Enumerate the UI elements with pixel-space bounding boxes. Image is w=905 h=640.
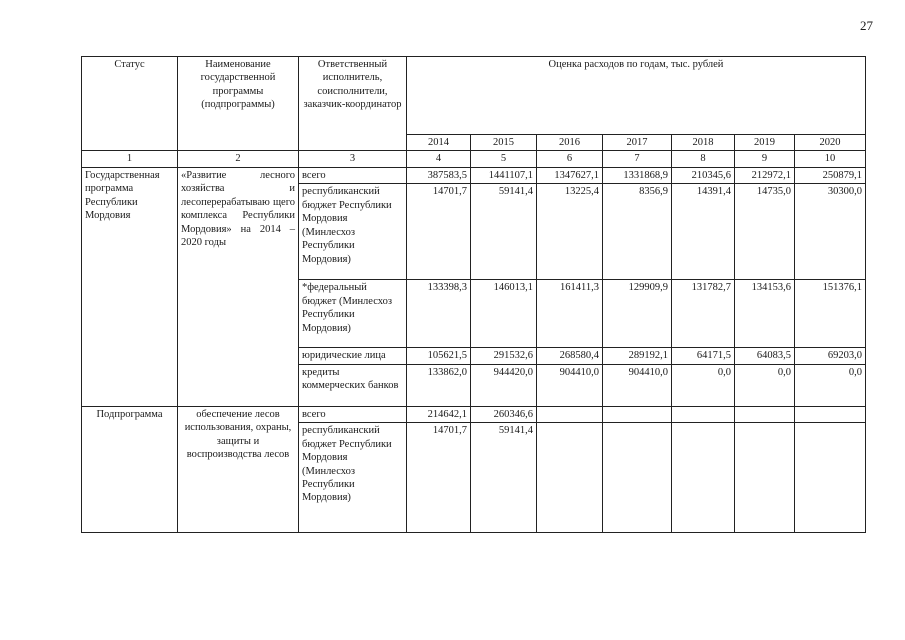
year-cell: 2014	[407, 135, 471, 151]
value-cell: 904410,0	[603, 364, 672, 406]
value-cell: 14701,7	[407, 184, 471, 280]
value-cell: 289192,1	[603, 348, 672, 364]
column-number: 5	[471, 151, 537, 167]
value-cell: 131782,7	[672, 280, 735, 348]
status-cell: Государственная программа Республики Мордовия	[82, 167, 178, 406]
value-cell: 59141,4	[471, 184, 537, 280]
column-number: 3	[299, 151, 407, 167]
value-cell: 151376,1	[795, 280, 866, 348]
value-cell: 64083,5	[735, 348, 795, 364]
value-cell: 129909,9	[603, 280, 672, 348]
value-cell	[735, 423, 795, 533]
year-cell: 2020	[795, 135, 866, 151]
table-row	[82, 167, 866, 183]
column-number: 9	[735, 151, 795, 167]
table-row	[82, 406, 866, 422]
value-cell: 1331868,9	[603, 167, 672, 183]
value-cell: 944420,0	[471, 364, 537, 406]
column-number: 7	[603, 151, 672, 167]
value-cell: 268580,4	[537, 348, 603, 364]
value-cell	[537, 406, 603, 422]
column-number: 1	[82, 151, 178, 167]
header-executor: Ответственный исполнитель, соисполнители, заказчик-координатор	[299, 57, 407, 151]
source-cell: республиканский бюджет Республики Мордовия (Минлесхоз Республики Мордовия)	[299, 184, 407, 280]
value-cell: 69203,0	[795, 348, 866, 364]
value-cell: 14391,4	[672, 184, 735, 280]
column-number: 6	[537, 151, 603, 167]
header-status: Статус	[82, 57, 178, 151]
source-cell: кредиты коммерческих банков	[299, 364, 407, 406]
page-number: 27	[860, 18, 873, 33]
value-cell: 0,0	[735, 364, 795, 406]
value-cell	[795, 406, 866, 422]
year-cell: 2019	[735, 135, 795, 151]
column-number: 10	[795, 151, 866, 167]
year-cell: 2015	[471, 135, 537, 151]
value-cell: 14735,0	[735, 184, 795, 280]
source-cell: республиканский бюджет Республики Мордовия (Минлесхоз Республики Мордовия)	[299, 423, 407, 533]
status-cell: Подпрограмма	[82, 406, 178, 532]
value-cell: 210345,6	[672, 167, 735, 183]
value-cell: 387583,5	[407, 167, 471, 183]
value-cell	[603, 406, 672, 422]
budget-table	[81, 56, 866, 533]
value-cell: 105621,5	[407, 348, 471, 364]
value-cell: 250879,1	[795, 167, 866, 183]
source-cell: всего	[299, 167, 407, 183]
column-numbers-row	[82, 151, 866, 167]
year-cell: 2016	[537, 135, 603, 151]
value-cell	[672, 423, 735, 533]
value-cell	[603, 423, 672, 533]
value-cell: 0,0	[672, 364, 735, 406]
value-cell: 59141,4	[471, 423, 537, 533]
value-cell: 8356,9	[603, 184, 672, 280]
column-number: 8	[672, 151, 735, 167]
value-cell: 30300,0	[795, 184, 866, 280]
header-program-name: Наименование государственной программы (подпрограммы)	[178, 57, 299, 151]
value-cell	[735, 406, 795, 422]
value-cell: 64171,5	[672, 348, 735, 364]
value-cell	[537, 423, 603, 533]
value-cell: 212972,1	[735, 167, 795, 183]
value-cell: 260346,6	[471, 406, 537, 422]
value-cell: 133398,3	[407, 280, 471, 348]
value-cell: 291532,6	[471, 348, 537, 364]
value-cell: 14701,7	[407, 423, 471, 533]
value-cell: 1441107,1	[471, 167, 537, 183]
value-cell: 0,0	[795, 364, 866, 406]
header-estimate: Оценка расходов по годам, тыс. рублей	[407, 57, 866, 135]
source-cell: юридические лица	[299, 348, 407, 364]
program-name-cell: обеспечение лесов использования, охраны, защиты и воспроизводства лесов	[178, 406, 299, 532]
value-cell: 1347627,1	[537, 167, 603, 183]
source-cell: всего	[299, 406, 407, 422]
program-name-cell: «Развитие лесного хозяйства и лесоперерабатываю щего комплекса Республики Мордовия» на 2014 – 2020 годы	[178, 167, 299, 406]
value-cell: 13225,4	[537, 184, 603, 280]
source-cell: *федеральный бюджет (Минлесхоз Республики Мордовия)	[299, 280, 407, 348]
value-cell: 133862,0	[407, 364, 471, 406]
value-cell: 161411,3	[537, 280, 603, 348]
header-row	[82, 57, 866, 135]
value-cell: 214642,1	[407, 406, 471, 422]
value-cell: 146013,1	[471, 280, 537, 348]
value-cell	[795, 423, 866, 533]
value-cell: 134153,6	[735, 280, 795, 348]
year-cell: 2017	[603, 135, 672, 151]
year-cell: 2018	[672, 135, 735, 151]
value-cell: 904410,0	[537, 364, 603, 406]
column-number: 4	[407, 151, 471, 167]
value-cell	[672, 406, 735, 422]
column-number: 2	[178, 151, 299, 167]
